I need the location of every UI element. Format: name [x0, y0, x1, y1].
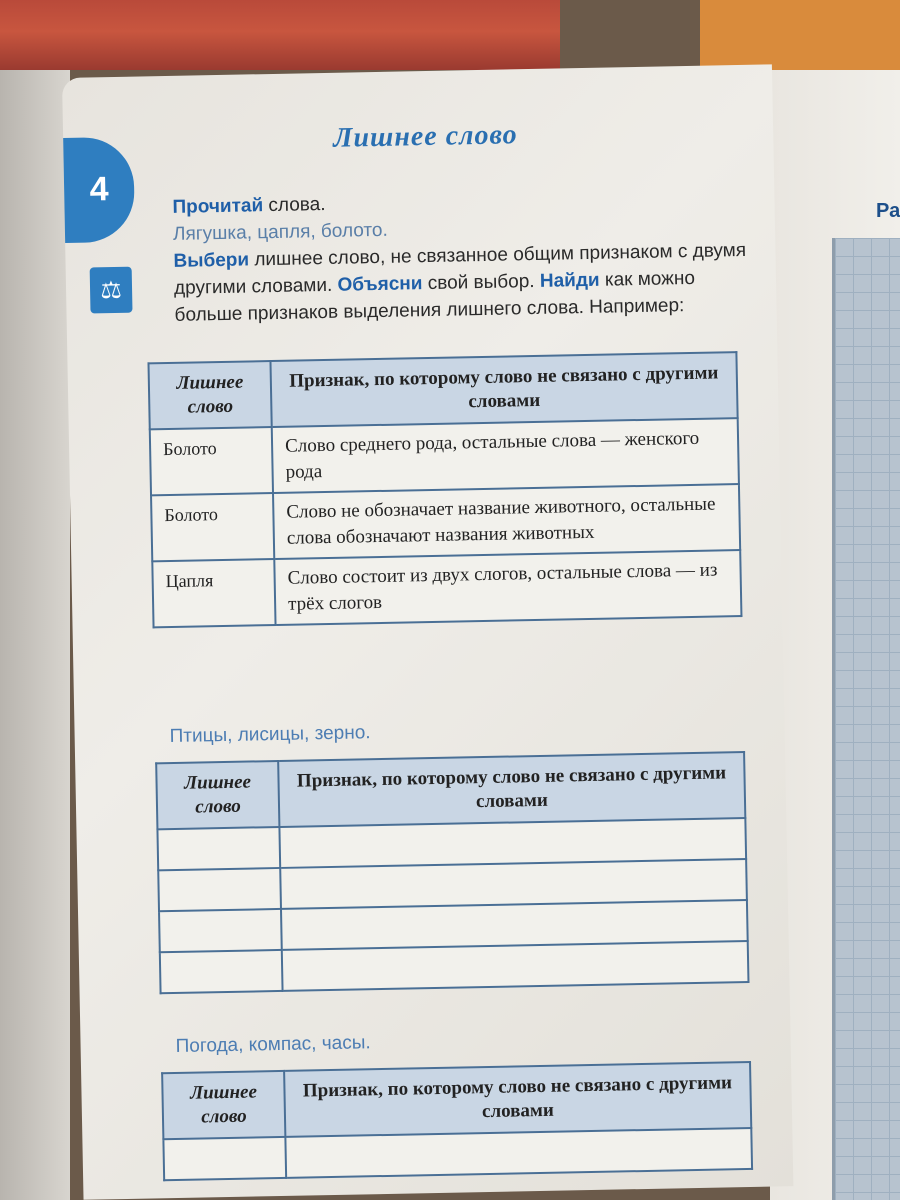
page-title: Лишнее слово: [332, 119, 518, 154]
example-words: Лягушка, цапля, болото.: [172, 219, 388, 245]
row-word: Болото: [151, 493, 274, 561]
read-keyword: Прочитай: [172, 195, 264, 218]
answer-cell-word[interactable]: [160, 950, 283, 993]
scales-icon: ⚖: [90, 267, 133, 314]
table-row: [152, 550, 741, 627]
explain-keyword: Объясни: [337, 273, 423, 296]
header-reason: Признак, по которому слово не связано с другими словами: [278, 752, 745, 827]
answer-table-3: [161, 1061, 753, 1181]
find-text: как можно больше признаков выделения лишнего слова. Например:: [174, 267, 696, 326]
choose-keyword: Выбери: [173, 249, 250, 272]
answer-cell-reason[interactable]: [282, 941, 749, 991]
table-header-row: [148, 352, 737, 429]
row-word: Цапля: [152, 559, 275, 627]
desk-background: [0, 0, 560, 70]
row-word: Болото: [150, 427, 273, 495]
table-header-row: [162, 1062, 751, 1139]
read-text: слова.: [262, 193, 326, 217]
answer-cell-word[interactable]: [163, 1137, 286, 1180]
chapter-number: 4: [89, 170, 109, 209]
exercise-3-words: Погода, компас, часы.: [175, 1032, 371, 1057]
right-page-heading-fragment: Ра: [876, 200, 900, 222]
row-reason: Слово среднего рода, остальные слова — женского рода: [272, 418, 739, 493]
exercise-2-words: Птицы, лисицы, зерно.: [169, 722, 371, 748]
answer-cell-word[interactable]: [157, 827, 280, 870]
header-extra-word: Лишнее слово: [162, 1071, 285, 1139]
instructions: [172, 183, 754, 329]
answer-cell-word[interactable]: [158, 868, 281, 911]
answer-table-2: [155, 751, 749, 994]
grid-paper-sheet: [832, 238, 900, 1200]
row-reason: Слово не обозначает название животного, остальные слова обозначают названия животных: [273, 484, 740, 559]
answer-cell-reason[interactable]: [285, 1128, 752, 1178]
table-row: [151, 484, 740, 561]
table-header-row: [156, 752, 745, 829]
chapter-tab: [63, 137, 135, 243]
table-row: [150, 418, 739, 495]
row-reason: Слово состоит из двух слогов, остальные слова — из трёх слогов: [274, 550, 741, 625]
workbook-page: [62, 64, 793, 1199]
example-table: [147, 351, 742, 628]
desk-background-orange: [700, 0, 900, 70]
answer-cell-word[interactable]: [159, 909, 282, 952]
find-keyword: Найди: [539, 269, 600, 292]
header-reason: Признак, по которому слово не связано с другими словами: [270, 352, 737, 427]
explain-text: свой выбор.: [422, 270, 541, 295]
header-extra-word: Лишнее слово: [148, 361, 271, 429]
left-page-edge: [0, 70, 70, 1200]
header-reason: Признак, по которому слово не связано с другими словами: [284, 1062, 751, 1137]
header-extra-word: Лишнее слово: [156, 761, 279, 829]
choose-text: лишнее слово, не связанное общим признаком с двумя другими словами.: [173, 239, 747, 299]
